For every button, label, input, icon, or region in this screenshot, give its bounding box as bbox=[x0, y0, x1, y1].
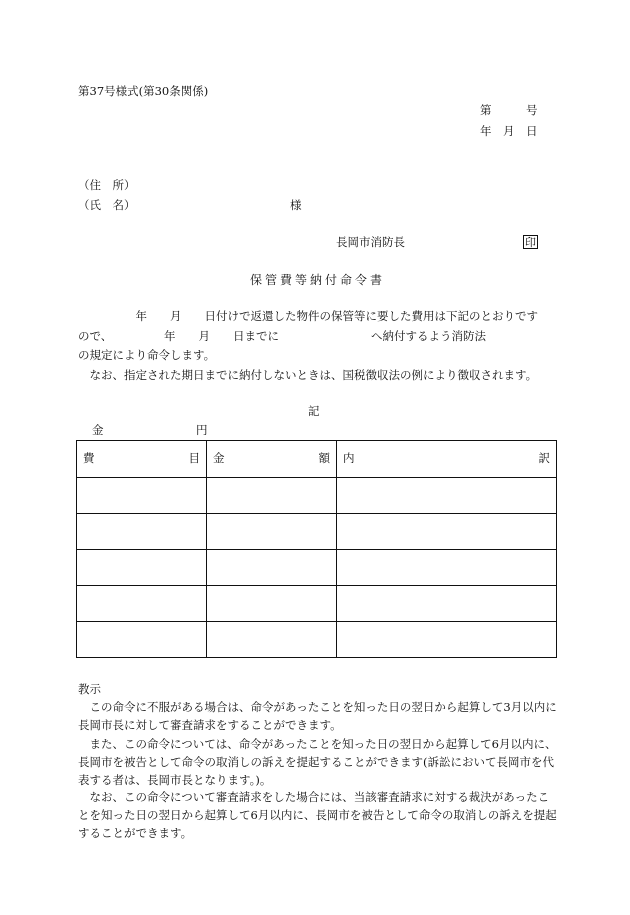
fees-table bbox=[76, 440, 557, 658]
table-row bbox=[77, 622, 557, 658]
amount-unit: 円 bbox=[196, 423, 208, 437]
notice-paragraph-1: この命令に不服がある場合は、命令があったことを知った日の翌日から起算して3月以内に長岡市長に対して審査請求をすることができます。 bbox=[78, 700, 557, 732]
header-amount: 金 額 bbox=[207, 441, 337, 478]
notice-paragraph-3: なお、この命令について審査請求をした場合には、当該審査請求に対する裁決があったことを知った日の翌日から起算して6月以内に、長岡市を被告として命令の取消しの訴えを提起することができます。 bbox=[78, 790, 557, 840]
notice-paragraph-2: また、この命令については、命令があったことを知った日の翌日から起算して6月以内に、長岡市を被告として命令の取消しの訴えを提起することができます(訴訟において長岡市を代表する者は、長岡市長となります。)。 bbox=[78, 737, 557, 787]
amount-label: 金 bbox=[92, 423, 104, 437]
table-row bbox=[77, 550, 557, 586]
form-number: 第37号様式(第30条関係) bbox=[78, 84, 209, 98]
table-row bbox=[77, 478, 557, 514]
body-line-3: の規定により命令します。 bbox=[78, 348, 216, 362]
ki-heading: 記 bbox=[308, 404, 320, 418]
notice-heading: 教示 bbox=[78, 682, 101, 696]
issuer: 長岡市消防長 bbox=[336, 235, 405, 249]
address-label: （住 所） bbox=[78, 178, 136, 192]
header-expense-item: 費 目 bbox=[77, 441, 207, 478]
body-line-4: なお、指定された期日までに納付しないときは、国税徴収法の例により徴収されます。 bbox=[78, 368, 538, 382]
table-row bbox=[77, 514, 557, 550]
document-number: 第 号 bbox=[480, 103, 538, 117]
table-row bbox=[77, 586, 557, 622]
honorific: 様 bbox=[290, 198, 302, 212]
body-line-2: ので、 年 月 日までに へ納付するよう消防法 bbox=[78, 329, 487, 343]
body-line-1: 年 月 日付けで返還した物件の保管等に要した費用は下記のとおりです bbox=[78, 309, 538, 323]
header-breakdown: 内 訳 bbox=[337, 441, 557, 478]
table-header-row bbox=[77, 441, 557, 478]
seal-stamp: 印 bbox=[525, 236, 536, 249]
name-label: （氏 名） bbox=[78, 198, 136, 212]
document-title: 保管費等納付命令書 bbox=[250, 273, 386, 287]
document-date: 年 月 日 bbox=[480, 124, 538, 138]
